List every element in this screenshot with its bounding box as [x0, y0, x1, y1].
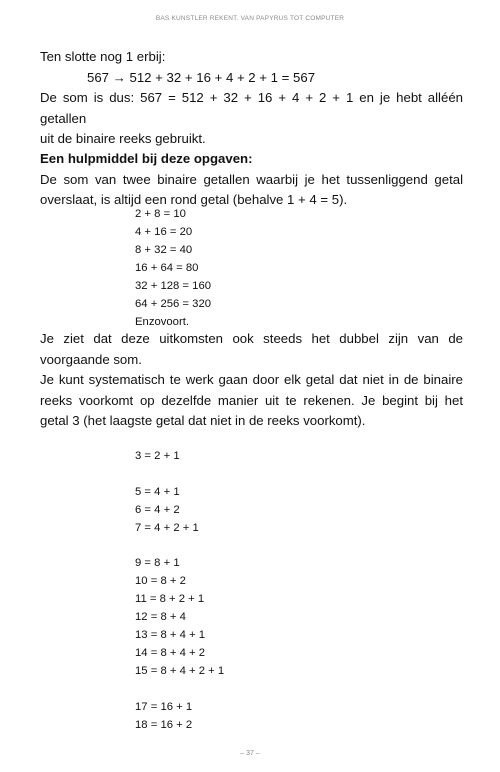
decomposition-item: 11 = 8 + 2 + 1: [135, 593, 205, 605]
page-number: – 37 –: [240, 750, 260, 757]
intro-line: De som is dus: 567 = 512 + 32 + 16 + 4 + 2 + 1 en je hebt alléén getallen: [40, 90, 463, 126]
group-spacer: [135, 537, 224, 555]
paragraph-line: Je kunt systematisch te werk gaan door elk getal dat niet in de binaire: [40, 372, 463, 387]
section-line: overslaat, is altijd een rond getal (behalve 1 + 4 = 5).: [40, 192, 348, 207]
decomposition-item: 18 = 16 + 2: [135, 718, 193, 731]
round-sum-item: 32 + 128 = 160: [135, 280, 212, 292]
paragraph-line: voorgaande som.: [40, 351, 142, 367]
round-sum-item: 4 + 16 = 20: [135, 226, 193, 238]
explanation-paragraph: [40, 329, 463, 432]
decomposition-list: [135, 447, 224, 734]
round-sum-item: 2 + 8 = 10: [135, 208, 186, 220]
paragraph-line: Je ziet dat deze uitkomsten ook steeds het dubbel zijn van de: [40, 331, 463, 346]
decomposition-item: 15 = 8 + 4 + 2 + 1: [135, 665, 225, 677]
binary-decomposition-formula: 567 → 512 + 32 + 16 + 4 + 2 + 1 = 567: [87, 69, 316, 85]
group-spacer: [135, 465, 224, 483]
decomposition-item: 9 = 8 + 1: [135, 557, 180, 569]
paragraph-line: reeks voorkomt op dezelfde manier uit te rekenen. Je begint bij het: [40, 392, 463, 408]
round-sum-list: [135, 205, 211, 331]
intro-line: Ten slotte nog 1 erbij:: [40, 49, 166, 64]
decomposition-item: 13 = 8 + 4 + 1: [135, 629, 206, 641]
decomposition-item: 7 = 4 + 2 + 1: [135, 521, 199, 534]
decomposition-item: 3 = 2 + 1: [135, 450, 180, 462]
paragraph-line: getal 3 (het laagste getal dat niet in de reeks voorkomt).: [40, 413, 366, 428]
round-sum-item: 16 + 64 = 80: [135, 262, 199, 274]
tip-section: [40, 149, 463, 211]
decomposition-item: 17 = 16 + 1: [135, 700, 193, 713]
intro-line: uit de binaire reeks gebruikt.: [40, 131, 206, 146]
decomposition-item: 14 = 8 + 4 + 2: [135, 647, 206, 659]
round-sum-item: 64 + 256 = 320: [135, 298, 212, 310]
decomposition-item: 12 = 8 + 4: [135, 611, 186, 623]
group-spacer: [135, 680, 224, 698]
decomposition-item: 5 = 4 + 1: [135, 485, 180, 498]
decomposition-item: 10 = 8 + 2: [135, 575, 186, 587]
running-header: BAS KUNSTLER REKENT. VAN PAPYRUS TOT COMPUTER: [155, 15, 345, 22]
round-sum-item: 8 + 32 = 40: [135, 244, 193, 256]
section-heading: Een hulpmiddel bij deze opgaven:: [40, 151, 253, 166]
section-line: De som van twee binaire getallen waarbij je het tussenliggend getal: [40, 171, 463, 187]
decomposition-item: 6 = 4 + 2: [135, 503, 180, 516]
round-sum-item: Enzovoort.: [135, 316, 190, 328]
intro-block: [40, 47, 463, 150]
